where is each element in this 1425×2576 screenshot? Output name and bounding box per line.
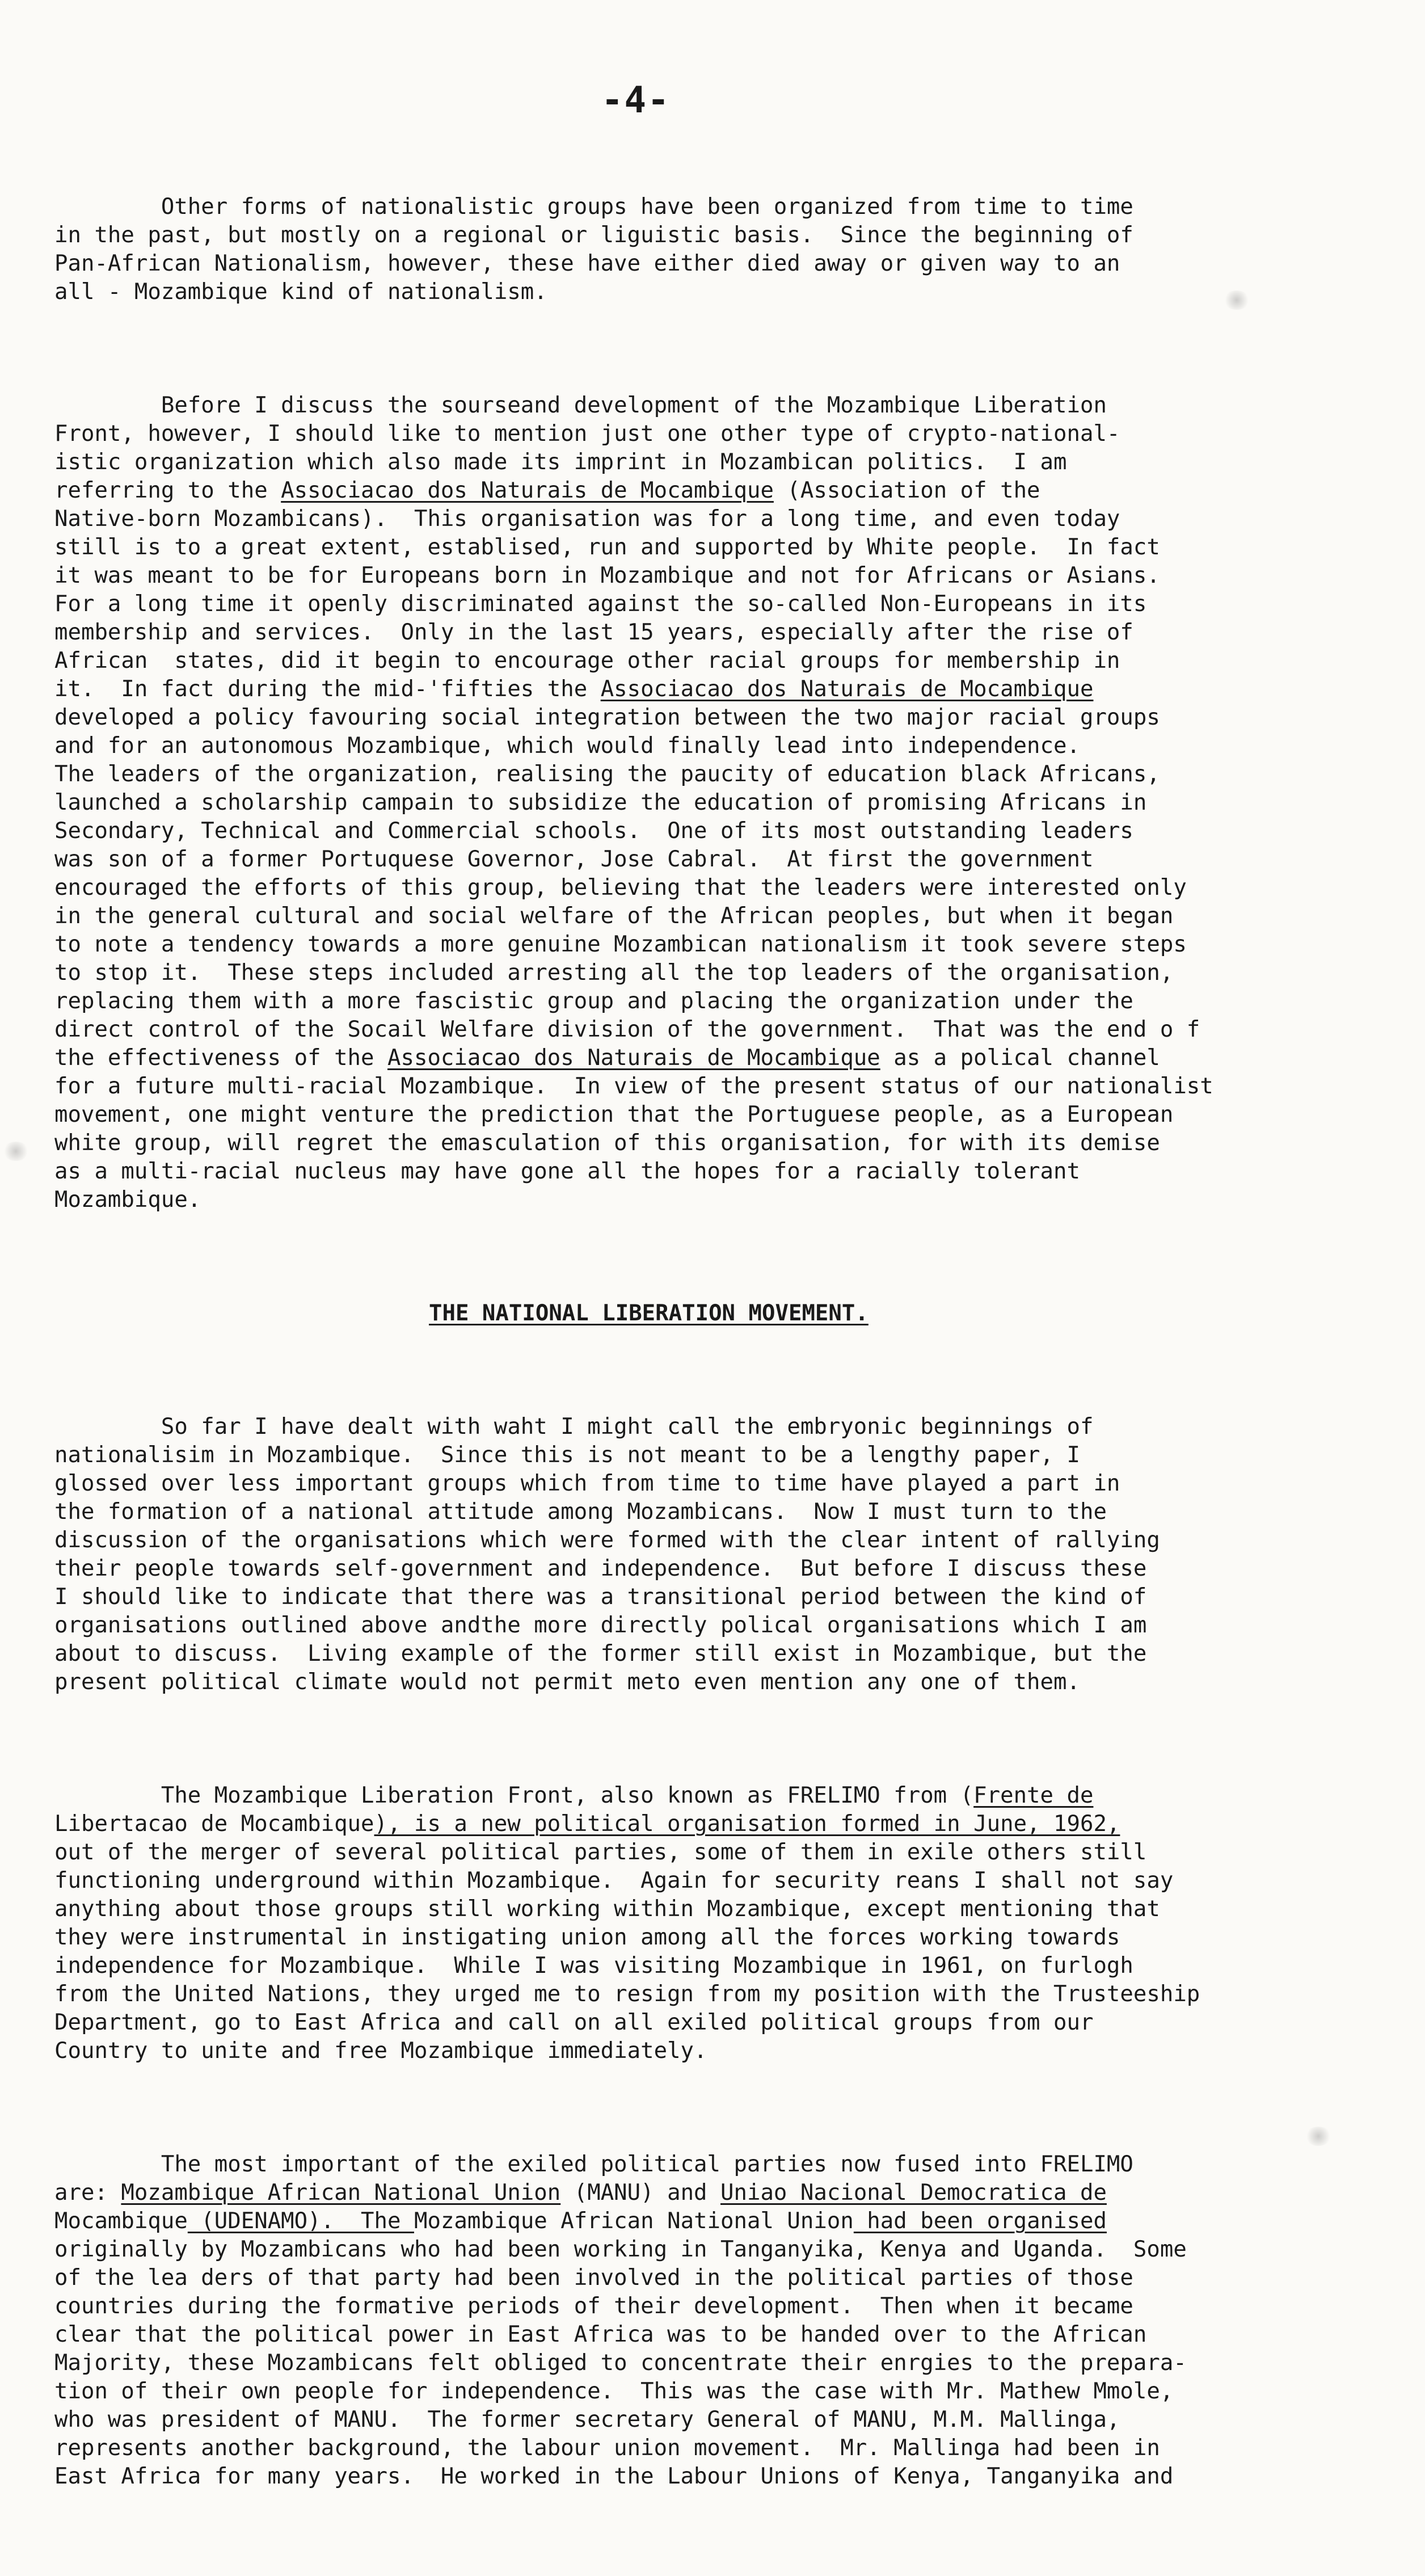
text-segment: istic organization which also made its imprint in Mozambican politics. I am [54,449,1067,475]
text-segment: Mocambique [54,2208,188,2234]
text-line [54,1867,1359,1895]
text-segment: So far I have dealt with waht I might call the embryonic beginnings of [54,1414,1094,1439]
text-line [54,448,1359,477]
body-text [54,136,1359,2576]
text-line [54,392,1359,420]
text-segment: represents another background, the labour union movement. Mr. Mallinga had been in [54,2435,1160,2461]
text-segment: Before I discuss the sourseand development of the Mozambique Liberation [54,393,1107,418]
text-line [54,2150,1359,2179]
text-segment: The leaders of the organization, realising the paucity of education black Africans, [54,761,1160,787]
text-line [54,533,1359,562]
underlined-term: Frente de [973,1783,1094,1808]
paragraph-associacao [54,392,1359,1214]
text-line [54,1640,1359,1668]
text-line [54,1157,1359,1186]
text-segment: referring to the [54,478,281,503]
text-segment: Mozambique. [54,1187,201,1213]
text-line [54,1782,1359,1810]
text-line [54,760,1359,789]
text-segment: their people towards self-government and independence. But before I discuss these [54,1556,1147,1581]
text-segment: it. In fact during the mid-'fifties the [54,676,601,702]
text-segment: anything about those groups still working within Mozambique, except mentioning that [54,1896,1160,1922]
text-line [54,2321,1359,2349]
text-line [54,704,1359,732]
underlined-term: had been organised [853,2208,1107,2234]
text-line [54,2037,1359,2065]
text-segment: Secondary, Technical and Commercial schools. One of its most outstanding leaders [54,818,1133,844]
page-number: -4- [601,79,671,121]
section-heading-wrap [54,1299,1359,1328]
underlined-term: Associacao dos Naturais de Mocambique [600,676,1094,702]
text-segment: (MANU) and [560,2180,721,2205]
text-line [54,647,1359,675]
text-line [54,1611,1359,1640]
text-line [54,221,1359,250]
text-segment: are: [54,2180,121,2205]
text-line [54,902,1359,931]
text-segment: present political climate would not permit meto even mention any one of them. [54,1669,1080,1695]
text-line [54,1129,1359,1157]
text-segment: as a multi-racial nucleus may have gone all the hopes for a racially tolerant [54,1159,1080,1184]
text-line [54,789,1359,817]
text-line [54,1186,1359,1214]
text-segment: as a polical channel [880,1045,1160,1071]
text-segment: launched a scholarship campain to subsidize the education of promising Africans in [54,790,1147,815]
paragraph-other-forms [54,193,1359,306]
text-segment: independence for Mozambique. While I was visiting Mozambique in 1961, on furlogh [54,1953,1133,1979]
text-segment: tion of their own people for independence. This was the case with Mr. Mathew Mmole, [54,2379,1174,2404]
text-line [54,278,1359,306]
text-segment: Pan-African Nationalism, however, these have either died away or given way to an [54,251,1120,276]
text-segment: The most important of the exiled political parties now fused into FRELIMO [54,2152,1133,2177]
text-segment: movement, one might venture the prediction that the Portuguese people, as a European [54,1102,1174,1127]
scan-smudge [1223,291,1250,310]
text-segment: who was president of MANU. The former secretary General of MANU, M.M. Mallinga, [54,2407,1120,2432]
text-segment: discussion of the organisations which were formed with the clear intent of rallying [54,1527,1160,1553]
text-segment: nationalisim in Mozambique. Since this is not meant to be a lengthy paper, I [54,1442,1080,1468]
text-line [54,1838,1359,1867]
text-line [54,959,1359,987]
text-line [54,2406,1359,2434]
scan-smudge [2,1142,29,1161]
underlined-term: (UDENAMO). The [187,2208,414,2234]
text-line [54,477,1359,505]
text-line [54,845,1359,874]
text-line [54,1016,1359,1044]
text-line [54,874,1359,902]
text-segment: direct control of the Socail Welfare division of the government. That was the end o f [54,1017,1200,1042]
text-line [54,2179,1359,2207]
text-segment: Mozambique African National Union [414,2208,854,2234]
text-line [54,250,1359,278]
text-line [54,1101,1359,1129]
text-line [54,675,1359,704]
underlined-term: Associacao dos Naturais de Mocambique [281,478,774,503]
text-line [54,2377,1359,2406]
text-line [54,1895,1359,1923]
text-segment: African states, did it begin to encourage other racial groups for membership in [54,648,1120,674]
text-segment: East Africa for many years. He worked in the Labour Unions of Kenya, Tanganyika and [54,2464,1174,2489]
text-line [54,1555,1359,1583]
text-line [54,1413,1359,1441]
text-line [54,1583,1359,1611]
text-segment: out of the merger of several political parties, some of them in exile others still [54,1840,1147,1865]
text-line [54,1441,1359,1470]
text-line [54,193,1359,221]
text-segment: functioning underground within Mozambique. Again for security reans I shall not say [54,1868,1174,1893]
text-line [54,2009,1359,2037]
text-segment: Country to unite and free Mozambique immediately. [54,2038,707,2064]
text-line [54,732,1359,760]
text-line [54,1044,1359,1072]
text-line [54,2463,1359,2491]
underlined-term: Uniao Nacional Democratica de [720,2180,1107,2205]
text-line [54,1980,1359,2009]
text-segment: membership and services. Only in the last 15 years, especially after the rise of [54,620,1133,645]
text-segment: it was meant to be for Europeans born in Mozambique and not for Africans or Asians. [54,563,1160,588]
underlined-term: ), is a new political organisation formed in June, 1962, [374,1811,1120,1837]
underlined-term: Associacao dos Naturais de Mocambique [387,1045,880,1071]
text-line [54,562,1359,590]
text-segment: the effectiveness of the [54,1045,387,1071]
text-segment: the formation of a national attitude among Mozambicans. Now I must turn to the [54,1499,1107,1525]
text-segment: Front, however, I should like to mention just one other type of crypto-national- [54,421,1120,447]
text-line [54,2292,1359,2321]
text-segment: they were instrumental in instigating union among all the forces working towards [54,1925,1120,1950]
text-line [54,420,1359,448]
text-segment: Libertacao de Mocambique [54,1811,374,1837]
text-segment: Native-born Mozambicans). This organisation was for a long time, and even today [54,506,1120,532]
text-segment: about to discuss. Living example of the former still exist in Mozambique, but the [54,1641,1147,1666]
text-line [54,1810,1359,1838]
text-segment: Department, go to East Africa and call on all exiled political groups from our [54,2010,1094,2035]
underlined-term: Mozambique African National Union [121,2180,561,2205]
paragraph-exiled-parties [54,2150,1359,2491]
text-segment: was son of a former Portuquese Governor, Jose Cabral. At first the government [54,847,1094,872]
text-segment: developed a policy favouring social integration between the two major racial groups [54,705,1160,730]
text-segment: The Mozambique Liberation Front, also known as FRELIMO from ( [54,1783,974,1808]
text-segment: For a long time it openly discriminated against the so-called Non-Europeans in its [54,591,1147,617]
text-segment: to stop it. These steps included arresting all the top leaders of the organisation, [54,960,1174,986]
text-line [54,931,1359,959]
text-line [54,1952,1359,1980]
text-segment: from the United Nations, they urged me to resign from my position with the Trusteeship [54,1981,1200,2007]
text-segment: and for an autonomous Mozambique, which would finally lead into independence. [54,733,1080,759]
text-line [54,1498,1359,1526]
text-segment: to note a tendency towards a more genuine Mozambican nationalism it took severe steps [54,932,1187,957]
text-line [54,1526,1359,1555]
text-segment: Other forms of nationalistic groups have been organized from time to time [54,194,1133,220]
text-segment: all - Mozambique kind of nationalism. [54,279,547,305]
text-segment: (Association of the [773,478,1040,503]
text-line [54,2349,1359,2377]
text-line [54,1923,1359,1952]
text-segment: in the general cultural and social welfare of the African peoples, but when it began [54,903,1174,929]
text-line [54,987,1359,1016]
text-segment: still is to a great extent, establised, run and supported by White people. In fact [54,534,1160,560]
text-line [54,1072,1359,1101]
text-segment: I should like to indicate that there was a transitional period between the kind of [54,1584,1147,1610]
text-line [54,2236,1359,2264]
text-segment: white group, will regret the emasculation of this organisation, for with its demise [54,1130,1160,1156]
text-line [54,590,1359,618]
text-segment: organisations outlined above andthe more directly polical organisations which I am [54,1613,1147,1638]
paragraph-embryonic [54,1413,1359,1697]
text-segment: originally by Mozambicans who had been working in Tanganyika, Kenya and Uganda. Some [54,2237,1187,2262]
text-line [54,2264,1359,2292]
text-segment: clear that the political power in East Africa was to be handed over to the African [54,2322,1147,2347]
text-segment: countries during the formative periods of their development. Then when it became [54,2293,1133,2319]
text-segment: Majority, these Mozambicans felt obliged to concentrate their enrgies to the prepara- [54,2350,1187,2376]
text-line [54,618,1359,647]
text-line [54,2434,1359,2463]
paragraph-frelimo [54,1782,1359,2065]
text-segment: replacing them with a more fascistic group and placing the organization under the [54,988,1133,1014]
text-line [54,505,1359,533]
text-line [54,1470,1359,1498]
text-segment: in the past, but mostly on a regional or liguistic basis. Since the beginning of [54,222,1133,248]
section-heading: THE NATIONAL LIBERATION MOVEMENT. [429,1300,869,1326]
text-segment: encouraged the efforts of this group, believing that the leaders were interested only [54,875,1187,900]
text-segment: glossed over less important groups which from time to time have played a part in [54,1471,1120,1496]
scan-smudge [1305,2127,1332,2146]
text-line [54,2207,1359,2236]
text-segment: of the lea ders of that party had been involved in the political parties of those [54,2265,1133,2291]
text-segment: for a future multi-racial Mozambique. In view of the present status of our nationalist [54,1074,1213,1099]
text-line [54,817,1359,845]
text-line [54,1668,1359,1697]
